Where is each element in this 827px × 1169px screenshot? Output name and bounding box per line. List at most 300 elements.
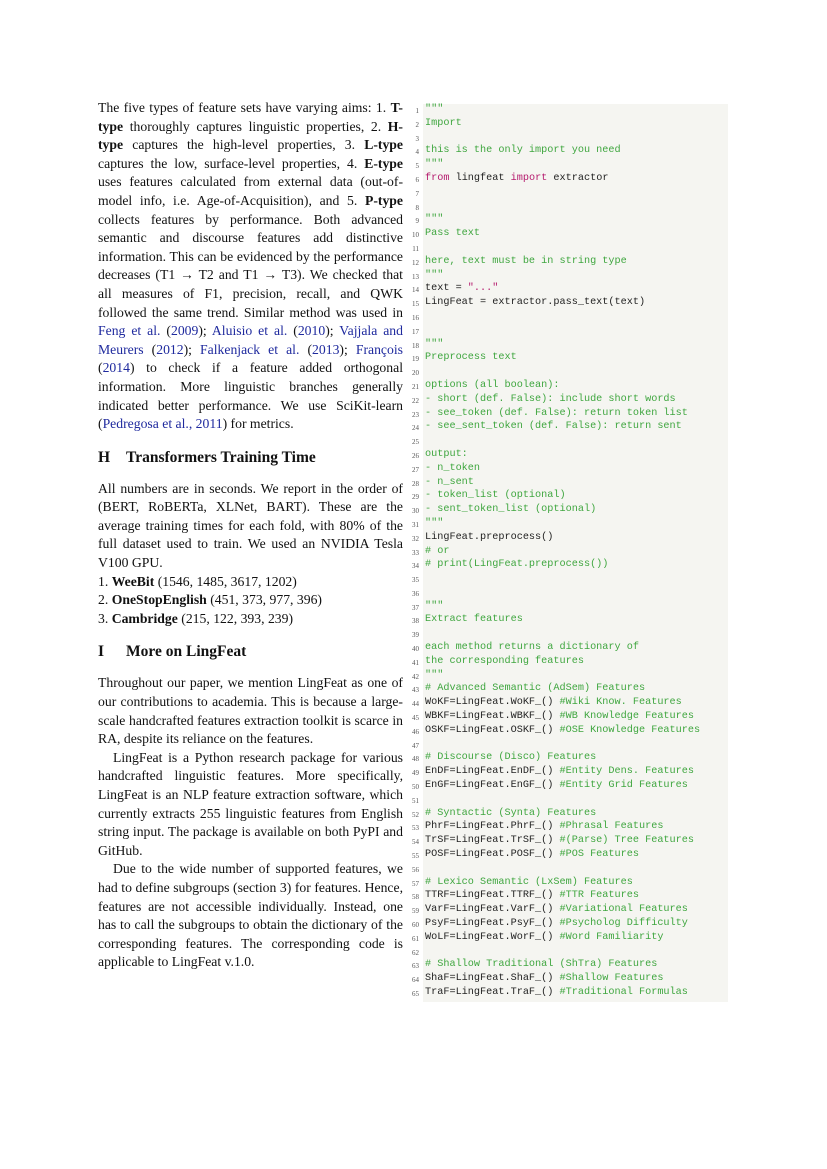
code-text — [425, 903, 688, 917]
text-run: ); — [183, 341, 201, 357]
text-run: thoroughly captures linguistic properties, 2. — [123, 118, 388, 134]
section-heading-h — [98, 448, 403, 468]
text-run: ( — [143, 341, 157, 357]
code-text — [425, 448, 468, 462]
code-line — [405, 255, 735, 269]
line-number: 64 — [412, 976, 419, 985]
code-text — [425, 765, 694, 779]
code-text — [425, 724, 700, 738]
code-line — [405, 310, 735, 324]
code-line — [405, 393, 735, 407]
citation-link[interactable]: 2014 — [102, 360, 130, 376]
list-number: 1. — [98, 573, 112, 589]
code-line — [405, 503, 735, 517]
code-text — [425, 213, 443, 227]
line-number: 3 — [415, 134, 419, 143]
code-token: PsyF=LingFeat.PsyF_() — [425, 918, 560, 930]
line-number: 53 — [412, 824, 419, 833]
line-number: 62 — [412, 948, 419, 957]
code-text — [425, 751, 596, 765]
bold-term: T-type — [98, 100, 403, 134]
code-comment: #Traditional Formulas — [559, 987, 688, 998]
code-comment: """ — [425, 214, 444, 226]
line-number: 7 — [415, 189, 419, 198]
line-number: 25 — [412, 438, 419, 447]
code-text — [425, 958, 657, 972]
line-number: 54 — [412, 838, 419, 847]
text-run: captures the low, surface-level properties, 4. — [98, 155, 365, 171]
line-number: 20 — [412, 369, 419, 378]
code-line — [405, 448, 735, 462]
line-number: 16 — [412, 313, 419, 322]
code-line — [405, 779, 735, 793]
line-number: 37 — [412, 603, 419, 612]
code-line — [405, 379, 735, 393]
code-text — [425, 379, 560, 393]
line-number: 5 — [415, 162, 419, 171]
text-run: ) for metrics. — [222, 416, 294, 432]
code-comment: """ — [425, 338, 444, 350]
paragraph-lingfeat-package: LingFeat is a Python research package for various handcrafted linguistic features. More specifically, LingFeat is an NLP feature extraction software, which currently extracts 255 linguistic features from English string input. The package is available on both PyPI and GitHub. — [98, 749, 403, 858]
code-text — [425, 710, 694, 724]
code-line — [405, 200, 735, 214]
code-token: OSKF=LingFeat.OSKF_() — [425, 724, 560, 736]
code-line — [405, 476, 735, 490]
code-comment: """ — [425, 104, 444, 115]
line-number: 61 — [412, 934, 419, 943]
code-line — [405, 407, 735, 421]
line-number: 41 — [412, 658, 419, 667]
line-number: 38 — [412, 617, 419, 626]
line-number: 1 — [415, 107, 419, 115]
code-comment: # Advanced Semantic (AdSem) Features — [425, 683, 646, 695]
code-comment: Pass text — [425, 228, 481, 240]
line-number: 18 — [412, 341, 419, 350]
line-number: 57 — [412, 879, 419, 888]
code-token: WoLF=LingFeat.WorF_() — [425, 931, 560, 943]
code-text — [425, 462, 480, 476]
code-line — [405, 889, 735, 903]
code-comment: #TTR Features — [559, 890, 639, 902]
bold-term: P-type — [364, 192, 403, 208]
code-comment: # Shallow Traditional (ShTra) Features — [425, 959, 658, 971]
code-text — [425, 476, 474, 490]
paragraph-training-time: All numbers are in seconds. We report in the order of (BERT, RoBERTa, XLNet, BART). These are the average training times for each fold, with 80% of the full dataset used to train. We used an NVIDIA Tesla V100 GPU. — [98, 480, 403, 571]
line-number: 49 — [412, 769, 419, 778]
code-token: POSF=LingFeat.POSF_() — [425, 849, 560, 861]
code-text — [425, 807, 596, 821]
code-line — [405, 613, 735, 627]
code-text — [425, 296, 645, 310]
code-line — [405, 820, 735, 834]
citation-link[interactable]: 2012 — [156, 341, 184, 357]
line-number: 60 — [412, 921, 419, 930]
code-comment: """ — [425, 669, 444, 681]
left-column — [98, 99, 403, 972]
code-line — [405, 682, 735, 696]
code-comment: here, text must be in string type — [425, 255, 627, 267]
code-line — [405, 807, 735, 821]
code-text — [425, 503, 596, 517]
bold-term: H-type — [98, 118, 403, 153]
code-text — [425, 351, 517, 365]
code-comment: #OSE Knowledge Features — [559, 724, 701, 736]
code-comment: """ — [425, 600, 444, 612]
citation-link[interactable]: 2010 — [297, 323, 326, 339]
citation-link[interactable]: Falkenjack et al. — [200, 341, 300, 357]
code-line — [405, 862, 735, 876]
list-item — [98, 573, 403, 592]
code-comment: Extract features — [425, 614, 523, 626]
line-number: 27 — [412, 465, 419, 474]
line-number: 44 — [412, 700, 419, 709]
citation-link[interactable]: Pedregosa et al., 2011 — [102, 416, 223, 432]
list-item — [98, 610, 403, 629]
line-number: 34 — [412, 562, 419, 571]
line-number: 51 — [412, 796, 419, 805]
code-token: EnDF=LingFeat.EnDF_() — [425, 766, 560, 778]
training-time-list — [98, 573, 403, 629]
code-listing — [405, 103, 735, 1000]
code-text — [425, 158, 443, 172]
code-text — [425, 144, 621, 158]
code-comment: """ — [425, 159, 444, 171]
code-line — [405, 586, 735, 600]
code-line — [405, 103, 735, 117]
line-number: 8 — [415, 203, 419, 212]
code-text — [425, 227, 480, 241]
line-number: 35 — [412, 576, 419, 585]
line-number: 58 — [412, 893, 419, 902]
line-number: 42 — [412, 672, 419, 681]
line-number: 55 — [412, 852, 419, 861]
code-comment: options (all boolean): — [425, 379, 560, 391]
code-line — [405, 572, 735, 586]
paragraph-lingfeat-intro: Throughout our paper, we mention LingFeat as one of our contributions to academia. This is because a large-scale handcrafted features extraction toolkit is scarce in RA, despite its reliance on the features. — [98, 675, 403, 747]
code-line — [405, 227, 735, 241]
code-line — [405, 324, 735, 338]
code-line — [405, 144, 735, 158]
line-number: 40 — [412, 645, 419, 654]
code-line — [405, 434, 735, 448]
code-text — [425, 682, 645, 696]
text-run: captures the high-level properties, 3. — [123, 137, 365, 153]
code-token: PhrF=LingFeat.PhrF_() — [425, 821, 560, 833]
code-token: TraF=LingFeat.TraF_() — [425, 987, 560, 998]
code-line — [405, 738, 735, 752]
code-token: WBKF=LingFeat.WBKF_() — [425, 711, 560, 723]
line-number: 13 — [412, 272, 419, 281]
code-text — [425, 269, 443, 283]
line-number: 56 — [412, 865, 419, 874]
line-number: 2 — [415, 120, 419, 129]
line-number: 21 — [412, 382, 419, 391]
code-comment: # Lexico Semantic (LxSem) Features — [425, 876, 633, 888]
code-comment: """ — [425, 517, 444, 529]
section-heading-i — [98, 642, 403, 662]
line-number: 19 — [412, 355, 419, 364]
code-token: EnGF=LingFeat.EnGF_() — [425, 780, 560, 792]
code-comment: """ — [425, 269, 444, 281]
line-number: 52 — [412, 810, 419, 819]
code-line — [405, 641, 735, 655]
line-number: 31 — [412, 520, 419, 529]
line-number: 15 — [412, 300, 419, 309]
code-text — [425, 876, 633, 890]
code-text — [425, 517, 443, 531]
code-line — [405, 724, 735, 738]
code-text — [425, 848, 639, 862]
code-line — [405, 627, 735, 641]
line-number: 6 — [415, 175, 419, 184]
code-comment: #(Parse) Tree Features — [559, 835, 694, 847]
code-text — [425, 917, 688, 931]
line-number: 43 — [412, 686, 419, 695]
code-text — [425, 600, 443, 614]
code-keyword: from — [425, 172, 450, 184]
line-number: 33 — [412, 548, 419, 557]
section-title: More on LingFeat — [126, 643, 247, 661]
code-line — [405, 558, 735, 572]
code-token: extractor — [547, 172, 609, 184]
code-comment: #Shallow Features — [559, 973, 664, 985]
citation-link[interactable]: François — [355, 341, 403, 357]
text-run: The five types of feature sets have varying aims: 1. — [98, 100, 391, 115]
code-comment: the corresponding features — [425, 655, 584, 667]
code-line — [405, 186, 735, 200]
text-run: collects features by performance. Both advanced semantic and discourse features add distinctive information. This can be evidenced by the performance decreases (T1 → T2 and T1 → T3). We checked that all measures of F1, precision, recall, and QWK followed the same trend. Similar method was used in — [98, 211, 403, 320]
code-line — [405, 117, 735, 131]
code-line — [405, 958, 735, 972]
code-text — [425, 779, 688, 793]
citation-link[interactable]: Aluisio et al. — [211, 323, 288, 339]
code-text — [425, 972, 663, 986]
code-comment: - see_token (def. False): return token list — [425, 407, 688, 419]
line-number: 39 — [412, 631, 419, 640]
code-comment: - token_list (optional) — [425, 490, 566, 502]
training-times: (215, 122, 393, 239) — [177, 610, 294, 626]
code-line — [405, 903, 735, 917]
code-line — [405, 917, 735, 931]
code-line — [405, 972, 735, 986]
paragraph-feature-sets — [98, 99, 403, 434]
text-run: ( — [98, 360, 103, 376]
text-run: ( — [299, 341, 313, 357]
text-run: ( — [160, 323, 171, 339]
code-line — [405, 351, 735, 365]
code-text — [425, 889, 639, 903]
code-line — [405, 765, 735, 779]
code-text — [425, 641, 639, 655]
text-run: ); — [198, 323, 212, 339]
code-comment: - n_sent — [425, 476, 474, 488]
bold-term: E-type — [364, 155, 403, 171]
code-text — [425, 338, 443, 352]
code-comment: #POS Features — [559, 849, 639, 861]
line-number: 12 — [412, 258, 419, 267]
code-comment: Import — [425, 117, 462, 129]
code-text — [425, 117, 462, 131]
list-number: 2. — [98, 592, 112, 608]
code-comment: # print(LingFeat.preprocess()) — [425, 559, 609, 571]
code-comment: # or — [425, 545, 450, 557]
training-times: (1546, 1485, 3617, 1202) — [154, 573, 297, 589]
code-line — [405, 269, 735, 283]
text-run: ); — [325, 323, 340, 339]
code-line — [405, 158, 735, 172]
code-text — [425, 282, 498, 296]
code-text — [425, 834, 694, 848]
paragraph-lingfeat-subgroups: Due to the wide number of supported features, we had to define subgroups (section 3) for features. Hence, features are not accessible individually. Instead, one has to call the subgroups to obtain the dictionary of the corresponding features. The corresponding code is applicable to LingFeat v.1.0. — [98, 861, 403, 970]
line-number: 65 — [412, 990, 419, 998]
code-text — [425, 255, 627, 269]
code-comment: #Variational Features — [559, 904, 688, 916]
code-comment: #WB Knowledge Features — [559, 711, 694, 723]
citation-link[interactable]: Feng et al. — [98, 323, 161, 339]
line-number: 22 — [412, 396, 419, 405]
code-text — [425, 655, 584, 669]
citation-link[interactable]: 2013 — [312, 341, 340, 357]
code-line — [405, 876, 735, 890]
code-line — [405, 545, 735, 559]
code-line — [405, 669, 735, 683]
code-line — [405, 462, 735, 476]
code-text — [425, 489, 566, 503]
line-number: 46 — [412, 727, 419, 736]
line-number: 4 — [415, 148, 419, 157]
code-keyword: "..." — [467, 283, 499, 295]
text-run: ); — [339, 341, 356, 357]
code-comment: - short (def. False): include short words — [425, 393, 676, 405]
line-number: 50 — [412, 783, 419, 792]
line-number: 23 — [412, 410, 419, 419]
code-line — [405, 172, 735, 186]
code-comment: # Syntactic (Synta) Features — [425, 807, 597, 819]
line-number: 29 — [412, 493, 419, 502]
code-text — [425, 393, 676, 407]
code-comment: #Entity Grid Features — [559, 780, 688, 792]
code-comment: each method returns a dictionary of — [425, 642, 639, 654]
code-line — [405, 517, 735, 531]
code-comment: #Psycholog Difficulty — [559, 918, 688, 930]
line-number: 36 — [412, 589, 419, 598]
code-text — [425, 696, 682, 710]
line-number: 11 — [412, 244, 419, 253]
line-number: 32 — [412, 534, 419, 543]
code-line — [405, 986, 735, 1000]
code-line — [405, 751, 735, 765]
bold-term: L-type — [364, 137, 403, 153]
code-text — [425, 558, 608, 572]
code-line — [405, 931, 735, 945]
code-text — [425, 669, 443, 683]
line-number: 28 — [412, 479, 419, 488]
code-token: ShaF=LingFeat.ShaF_() — [425, 973, 560, 985]
code-token: TTRF=LingFeat.TTRF_() — [425, 890, 560, 902]
code-token: text = — [425, 283, 468, 295]
code-line — [405, 600, 735, 614]
code-line — [405, 655, 735, 669]
code-text — [425, 172, 608, 186]
code-token: lingfeat — [449, 172, 511, 184]
code-line — [405, 365, 735, 379]
list-item — [98, 591, 403, 610]
code-comment: #Entity Dens. Features — [559, 766, 694, 778]
line-number: 30 — [412, 507, 419, 516]
citation-link[interactable]: 2009 — [170, 323, 199, 339]
training-times: (451, 373, 977, 396) — [206, 592, 322, 608]
line-number: 48 — [412, 755, 419, 764]
code-line — [405, 531, 735, 545]
text-run: ) to check if a feature added orthogonal information. More linguistic branches generally indicated better performance. We use SciKit-learn ( — [98, 360, 403, 432]
code-comment: - n_token — [425, 462, 481, 474]
code-text — [425, 986, 688, 1000]
code-comment: this is the only import you need — [425, 145, 621, 157]
line-number: 59 — [412, 907, 419, 916]
code-token: VarF=LingFeat.VarF_() — [425, 904, 560, 916]
code-comment: - sent_token_list (optional) — [425, 504, 597, 516]
section-number: H — [98, 448, 111, 466]
code-line — [405, 241, 735, 255]
code-text — [425, 931, 663, 945]
line-number: 9 — [415, 217, 419, 226]
code-line — [405, 296, 735, 310]
line-number: 47 — [412, 741, 419, 750]
code-comment: #Phrasal Features — [559, 821, 664, 833]
code-keyword: import — [510, 172, 548, 184]
citation-link[interactable]: Vajjala and Meurers — [98, 323, 403, 357]
code-text — [425, 545, 449, 559]
line-number: 10 — [412, 231, 419, 240]
line-number: 26 — [412, 451, 419, 460]
code-line — [405, 131, 735, 145]
code-line — [405, 282, 735, 296]
line-number: 17 — [412, 327, 419, 336]
code-text — [425, 103, 443, 117]
code-text — [425, 820, 663, 834]
section-number: I — [98, 643, 105, 661]
code-comment: output: — [425, 448, 468, 460]
line-number: 24 — [412, 424, 419, 433]
line-number: 63 — [412, 962, 419, 971]
code-line — [405, 793, 735, 807]
code-line — [405, 696, 735, 710]
section-title: Transformers Training Time — [126, 448, 316, 466]
code-text — [425, 407, 688, 421]
code-token: TrSF=LingFeat.TrSF_() — [425, 835, 560, 847]
code-comment: - see_sent_token (def. False): return sent — [425, 421, 682, 433]
code-line — [405, 848, 735, 862]
dataset-name: WeeBit — [111, 573, 155, 589]
code-line — [405, 945, 735, 959]
code-comment: #Word Familiarity — [559, 931, 664, 943]
code-token: WoKF=LingFeat.WoKF_() — [425, 697, 560, 709]
code-comment: #Wiki Know. Features — [559, 697, 682, 709]
code-text — [425, 420, 682, 434]
text-run: ( — [287, 323, 298, 339]
list-number: 3. — [98, 610, 112, 626]
line-number: 45 — [412, 714, 419, 723]
code-line — [405, 489, 735, 503]
code-comment: Preprocess text — [425, 352, 517, 364]
code-text — [425, 531, 553, 545]
code-line — [405, 420, 735, 434]
code-text — [425, 613, 523, 627]
code-token: LingFeat.preprocess() — [425, 531, 554, 543]
line-number: 14 — [412, 286, 419, 295]
text-run: uses features calculated from external data (out-of-model info, i.e. Age-of-Acquisition), and 5. — [98, 174, 403, 208]
dataset-name: Cambridge — [111, 610, 178, 626]
